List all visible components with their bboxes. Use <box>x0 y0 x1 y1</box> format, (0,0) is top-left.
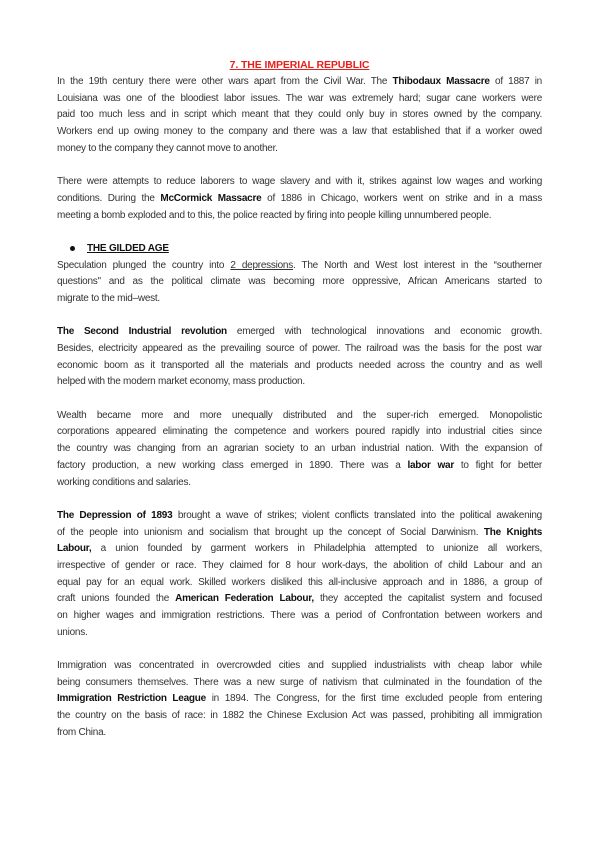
bullet-icon <box>70 246 75 251</box>
text-segment: the country was changing from an agrarian society to an urban industrial nation. With the expansion of <box>57 443 542 455</box>
text-segment: economic boom as it transported all the materials and products needed across the country and as well <box>57 359 542 371</box>
text-line <box>57 475 542 492</box>
text-segment: of 1886 in Chicago, workers went on strike and in a mass <box>261 192 542 204</box>
bold-term: Immigration Restriction League <box>57 693 206 705</box>
text-line <box>57 458 542 475</box>
text-segment: to fight for better <box>454 459 542 471</box>
text-line <box>57 675 542 692</box>
text-segment: in 1894. The Congress, for the first time excluded people from entering <box>205 693 542 705</box>
text-segment: working conditions and salaries. <box>57 476 191 488</box>
text-segment: equal pay for an equal work. Skilled workers disliked this all-inclusive approach and in 1886, a group of <box>57 576 542 588</box>
text-segment: Speculation plunged the country into <box>57 259 231 271</box>
document-page <box>57 57 542 742</box>
text-segment: questions" and as the political climate was becoming more oppressive, African Americans started to <box>57 276 542 288</box>
section-title: 7. THE IMPERIAL REPUBLIC <box>229 59 370 71</box>
text-segment: paid too much less and in script which meant that they could only buy in stores owned by the company. <box>57 109 542 121</box>
text-segment: they accepted the capitalist system and focused <box>313 593 543 605</box>
text-line <box>57 324 542 341</box>
text-segment: In the 19th century there were other wars apart from the Civil War. The <box>57 76 393 87</box>
text-line <box>57 191 542 208</box>
text-segment: Wealth became more and more unequally distributed and the super-rich emerged. Monopolistic <box>57 409 542 421</box>
paragraph <box>57 74 542 157</box>
paragraph <box>57 174 542 224</box>
text-line <box>57 575 542 592</box>
bold-term: The Depression of 1893 <box>57 509 173 521</box>
text-segment: meeting a bomb exploded and to this, the police reacted by firing into people killing unnumbered people. <box>57 209 492 221</box>
text-segment: migrate to the mid–west. <box>57 292 160 304</box>
paragraph-spacer <box>57 308 542 325</box>
text-segment: emerged with technological innovations and economic growth. <box>226 326 542 338</box>
subheading-gilded-age: THE GILDED AGE <box>87 242 169 254</box>
bold-term: McCormick Massacre <box>160 192 262 204</box>
text-line <box>57 591 542 608</box>
paragraph-spacer <box>57 391 542 408</box>
text-line <box>57 74 542 91</box>
bold-term: American Federation Labour, <box>175 593 314 605</box>
bold-term: Thibodaux Massacre <box>392 76 490 87</box>
text-segment: irrespective of gender or race. They claimed for 8 hour work-days, the abolition of child Labour and an <box>57 559 542 571</box>
text-line <box>57 341 542 358</box>
text-segment: on higher wages and immigration restrictions. There was a period of Confrontation between workers and <box>57 610 542 621</box>
text-segment: Louisiana was one of the bloodiest labor issues. The war was extremely hard; sugar cane workers were <box>57 92 542 104</box>
text-line <box>57 107 542 124</box>
text-line <box>57 541 542 558</box>
text-line <box>57 174 542 191</box>
text-segment: helped with the modern market economy, mass production. <box>57 376 305 388</box>
paragraph-spacer <box>57 157 542 174</box>
paragraph-spacer <box>57 224 542 241</box>
text-line <box>57 274 542 291</box>
text-segment: brought a wave of strikes; violent conflicts translated into the political awakening <box>172 509 542 521</box>
text-segment: being consumers themselves. There was a new surge of nativism that culminated in the foundation of the <box>57 676 542 688</box>
text-segment: unions. <box>57 626 88 638</box>
text-segment: factory production, a new working class emerged in 1890. There was a <box>57 459 408 471</box>
text-line <box>57 208 542 225</box>
bold-term: labor war <box>407 459 454 471</box>
text-line <box>57 558 542 575</box>
text-line <box>57 658 542 675</box>
paragraph <box>57 408 542 491</box>
bold-term: The Second Industrial revolution <box>57 326 227 338</box>
paragraph <box>57 658 542 741</box>
text-line <box>57 725 542 742</box>
text-segment: craft unions founded the <box>57 593 176 605</box>
text-segment: a union founded by garment workers in Philadelphia attempted to unionize all workers, <box>91 543 542 555</box>
paragraph-spacer <box>57 491 542 508</box>
document-body <box>57 74 542 742</box>
text-line <box>57 525 542 542</box>
text-line <box>57 608 542 625</box>
text-line <box>57 691 542 708</box>
text-line <box>57 374 542 391</box>
text-segment: Besides, electricity appeared as the prevailing source of power. The railroad was the basis for the post war <box>57 343 542 354</box>
bold-term: Labour, <box>57 543 92 555</box>
text-segment: conditions. During the <box>57 192 161 204</box>
text-line <box>57 424 542 441</box>
text-segment: . The North and West lost interest in the “southerner <box>293 259 542 271</box>
bullet-heading <box>57 241 542 258</box>
text-segment: Workers end up owing money to the company and there was a law that established that if a worker owed <box>57 126 542 138</box>
text-line <box>57 441 542 458</box>
text-segment: There were attempts to reduce laborers to wage slavery and with it, strikes against low wages and working <box>57 176 542 188</box>
paragraph-spacer <box>57 641 542 658</box>
text-segment: Immigration was concentrated in overcrowded cities and supplied industrialists with cheap labor while <box>57 660 542 672</box>
text-line <box>57 258 542 275</box>
bold-term: The Knights <box>483 526 543 538</box>
text-line <box>57 358 542 375</box>
paragraph <box>57 324 542 391</box>
text-segment: money to the company they cannot move to another. <box>57 142 278 154</box>
paragraph <box>57 508 542 642</box>
text-segment: of 1887 in <box>489 76 542 87</box>
text-segment: corporations appeared eliminating the competence and workers poured rapidly into industrial cities since <box>57 426 542 438</box>
text-line <box>57 508 542 525</box>
text-line <box>57 124 542 141</box>
text-line <box>57 91 542 108</box>
text-segment: from China. <box>57 726 106 738</box>
text-segment: the country on the basis of race: in 1882 the Chinese Exclusion Act was passed, prohibiting all immigration <box>57 710 542 722</box>
text-line <box>57 141 542 158</box>
text-line <box>57 291 542 308</box>
text-line <box>57 708 542 725</box>
paragraph <box>57 258 542 308</box>
text-line <box>57 408 542 425</box>
text-segment: of the people into unionism and socialism that brought up the concept of Social Darwinism. <box>57 526 484 538</box>
underlined-text: 2 depressions <box>230 259 293 271</box>
text-line <box>57 625 542 642</box>
